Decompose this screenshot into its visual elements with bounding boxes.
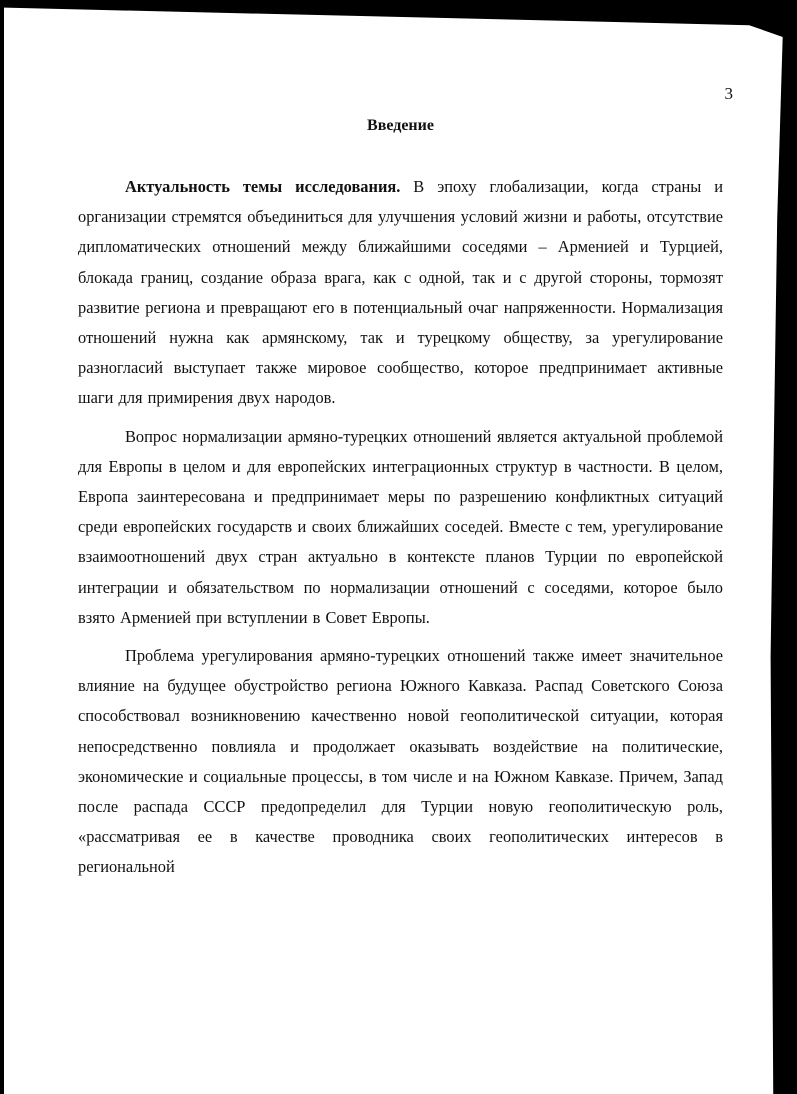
page-number: 3 — [724, 84, 733, 103]
paragraph-south-caucasus: Проблема урегулирования армяно-турецких отношений также имеет значительное влияние на будущее обустройство региона Южного Кавказа. Распад Советского Союза способствовал возникновению качественно новой геополитической ситуации, которая непосредственно повлияла и продолжает оказывать воздействие на политические, экономические и социальные процессы, в том числе и на Южном Кавказе. Причем, Запад после распада СССР предопределил для Турции новую геополитическую роль, «рассматривая ее в качестве проводника своих геополитических интересов в региональной — [78, 646, 723, 877]
scan-border-right — [753, 0, 797, 1094]
relevance-text: В эпоху глобализации, когда страны и организации стремятся объединиться для улучшения условий жизни и работы, отсутствие дипломатических отношений между ближайшими соседями – Арменией и Турцией, блокада границ, создание образа врага, как с одной, так и с другой стороны, тормозят развитие региона и превращают его в потенциальный очаг напряженности. Нормализация отношений нужна как армянскому, так и турецкому обществу, за урегулирование разногласий выступает также мировое сообщество, которое предпринимает активные шаги для примирения двух народов. — [78, 177, 724, 408]
paragraph-europe: Вопрос нормализации армяно-турецких отношений является актуальной проблемой для Европы в целом и для европейских интеграционных структур в частности. В целом, Европа заинтересована и предпринимает меры по разрешению конфликтных ситуаций среди европейских государств и своих ближайших соседей. Вместе с тем, урегулирование взаимоотношений двух стран актуально в контексте планов Турции по европейской интеграции и обязательством по нормализации отношений с соседями, которое было взято Арменией при вступлении в Совет Европы. — [78, 426, 723, 627]
relevance-lead: Актуальность темы исследования. — [125, 177, 401, 196]
scan-border-top — [0, 0, 797, 42]
paragraph-relevance — [78, 172, 723, 414]
section-heading: Введение — [367, 117, 434, 134]
document-body — [78, 172, 723, 891]
scan-border-left — [0, 0, 4, 1094]
